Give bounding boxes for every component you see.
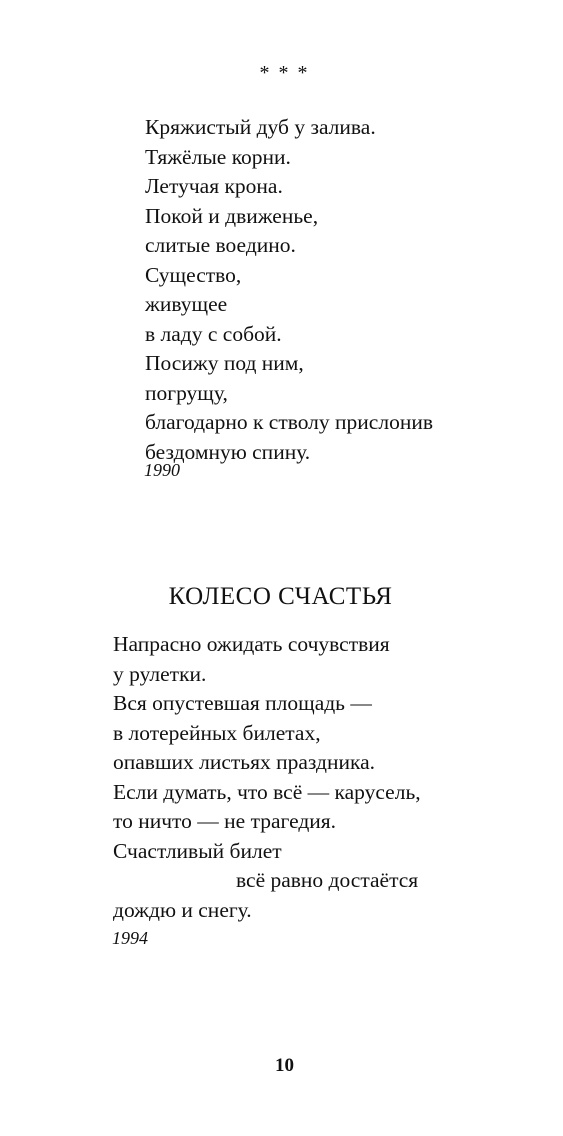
poem-2-year: 1994 bbox=[112, 928, 148, 948]
poem-line: Летучая крона. bbox=[145, 174, 283, 198]
poem-separator-asterisks: * * * bbox=[259, 62, 310, 84]
page-number: 10 bbox=[275, 1055, 294, 1076]
poem-line: Посижу под ним, bbox=[145, 351, 304, 375]
poem-line: в лотерейных билетах, bbox=[113, 720, 321, 745]
poem-line: в ладу с собой. bbox=[145, 321, 282, 346]
poem-line: благодарно к стволу прислонив bbox=[145, 410, 433, 434]
poem-1-body bbox=[0, 113, 433, 467]
poem-line: Тяжёлые корни. bbox=[145, 144, 291, 169]
poem-line: опавших листьях праздника. bbox=[113, 750, 376, 774]
poem-line: слитые воедино. bbox=[145, 233, 296, 257]
poem-line: Счастливый билет bbox=[113, 838, 282, 863]
poem-line: Напрасно ожидать сочувствия bbox=[113, 632, 390, 656]
poem-line: погрущу, bbox=[145, 380, 228, 405]
poem-line: Существо, bbox=[145, 262, 242, 287]
poem-line: Если думать, что всё — карусель, bbox=[113, 779, 421, 804]
poem-line-indented: всё равно достаётся bbox=[236, 868, 419, 892]
poem-line: Покой и движенье, bbox=[145, 203, 319, 228]
poem-line: Кряжистый дуб у залива. bbox=[145, 115, 376, 139]
poem-2-title: КОЛЕСО СЧАСТЬЯ bbox=[168, 583, 393, 610]
poem-line: Вся опустевшая площадь — bbox=[113, 691, 372, 715]
poem-line: живущее bbox=[145, 292, 228, 316]
poem-line: бездомную спину. bbox=[145, 439, 311, 464]
poem-2-body bbox=[0, 630, 421, 925]
poem-line: дождю и снегу. bbox=[113, 897, 252, 922]
poem-line: то ничто — не трагедия. bbox=[113, 809, 337, 833]
poem-1-year: 1990 bbox=[144, 460, 180, 480]
poem-line: у рулетки. bbox=[113, 661, 207, 686]
